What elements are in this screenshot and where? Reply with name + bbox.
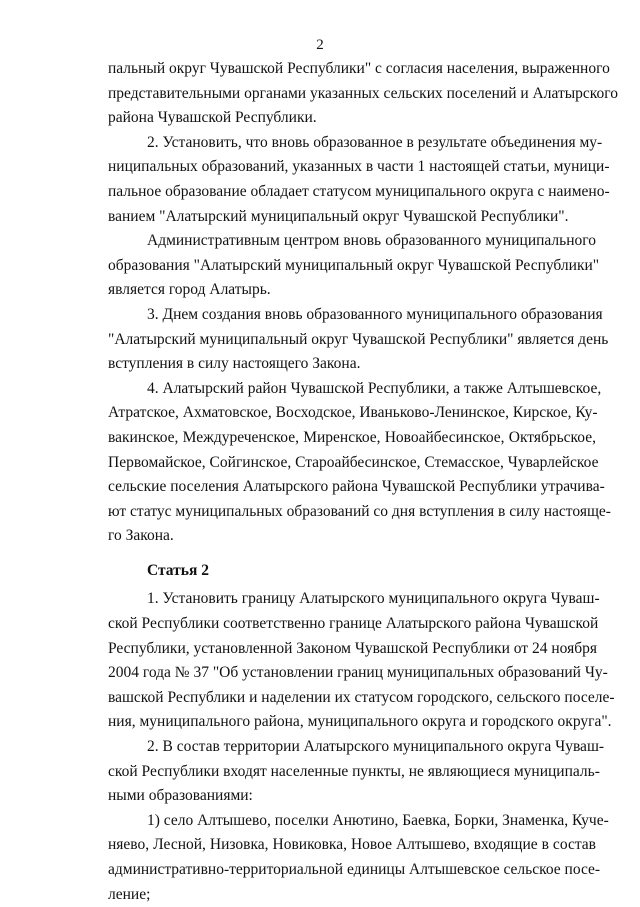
text-line: вакинское, Междуреченское, Миренское, Новоайбесинское, Октябрьское, xyxy=(108,428,596,446)
text-line: 2004 года № 37 "Об установлении границ муниципальных образований Чу- xyxy=(108,664,608,682)
text-line: пальный округ Чувашской Республики" с согласия населения, выраженного xyxy=(108,60,610,77)
text-line: Атратское, Ахматовское, Восходское, Иваньково-Ленинское, Кирское, Ку- xyxy=(108,404,598,422)
text-line: Первомайское, Сойгинское, Староайбесинское, Стемасское, Чуварлейское xyxy=(108,453,599,471)
paragraph xyxy=(108,735,605,809)
text-line: района Чувашской Республики. xyxy=(108,109,317,127)
text-line: няево, Лесной, Низовка, Новиковка, Новое Алтышево, входящие в состав xyxy=(108,836,596,854)
text-line: сельские поселения Алатырского района Чувашской Республики утрачива- xyxy=(108,478,605,496)
text-line: представительными органами указанных сельских поселений и Алатырского xyxy=(108,84,618,102)
paragraph xyxy=(108,377,611,549)
text-line: 2. Установить, что вновь образованное в результате объединения му- xyxy=(147,133,603,151)
text-line: вступления в силу настоящего Закона. xyxy=(108,355,361,373)
paragraph xyxy=(108,303,609,377)
article-2-body xyxy=(108,587,615,907)
text-line: образования "Алатырский муниципальный округ Чувашской Республики" xyxy=(108,256,600,274)
text-line: ют статус муниципальных образований со дня вступления в силу настояще- xyxy=(108,502,611,520)
text-line: административно-территориальной единицы Алтышевское сельское посе- xyxy=(108,861,601,878)
text-line: ными образованиями: xyxy=(108,787,253,805)
text-line: 3. Днем создания вновь образованного муниципального образования xyxy=(147,305,603,323)
document-body xyxy=(108,57,618,907)
paragraph xyxy=(108,229,600,303)
paragraph xyxy=(108,587,615,735)
text-line: ния, муниципального района, муниципального округа и городского округа". xyxy=(108,713,612,731)
text-line: ванием "Алатырский муниципальный округ Чувашской Республики". xyxy=(108,207,569,225)
section-gap xyxy=(108,549,596,559)
text-line: Административным центром вновь образованного муниципального xyxy=(147,232,596,250)
text-line: 2. В состав территории Алатырского муниципального округа Чуваш- xyxy=(147,738,605,756)
text-line: вашской Республики и наделении их статусом городского, сельского поселе- xyxy=(108,688,615,706)
text-line: го Закона. xyxy=(108,527,174,545)
text-line: пальное образование обладает статусом муниципального округа с наимено- xyxy=(108,182,610,200)
text-line: является город Алатырь. xyxy=(108,281,271,299)
text-line: ской Республики соответственно границе Алатырского района Чувашской xyxy=(108,615,599,633)
text-line: Республики, установленной Законом Чувашской Республики от 24 ноября xyxy=(108,639,597,657)
text-line: ление; xyxy=(108,885,151,903)
paragraph xyxy=(108,809,609,907)
text-line: ниципальных образований, указанных в части 1 настоящей статьи, муници- xyxy=(108,158,610,176)
text-line: 4. Алатырский район Чувашской Республики, а также Алтышевское, xyxy=(147,379,602,397)
paragraph xyxy=(108,57,618,131)
paragraph xyxy=(108,131,610,229)
page-number: 2 xyxy=(316,37,324,53)
text-line: 1. Установить границу Алатырского муниципального округа Чуваш- xyxy=(147,590,600,608)
text-line: ской Республики входят населенные пункты, не являющиеся муниципаль- xyxy=(108,762,600,780)
article-heading: Статья 2 xyxy=(147,561,209,579)
article-1-continuation xyxy=(108,57,618,549)
text-line: "Алатырский муниципальный округ Чувашской Республики" является день xyxy=(108,330,609,348)
text-line: 1) село Алтышево, поселки Анютино, Баевка, Борки, Знаменка, Куче- xyxy=(147,811,609,829)
